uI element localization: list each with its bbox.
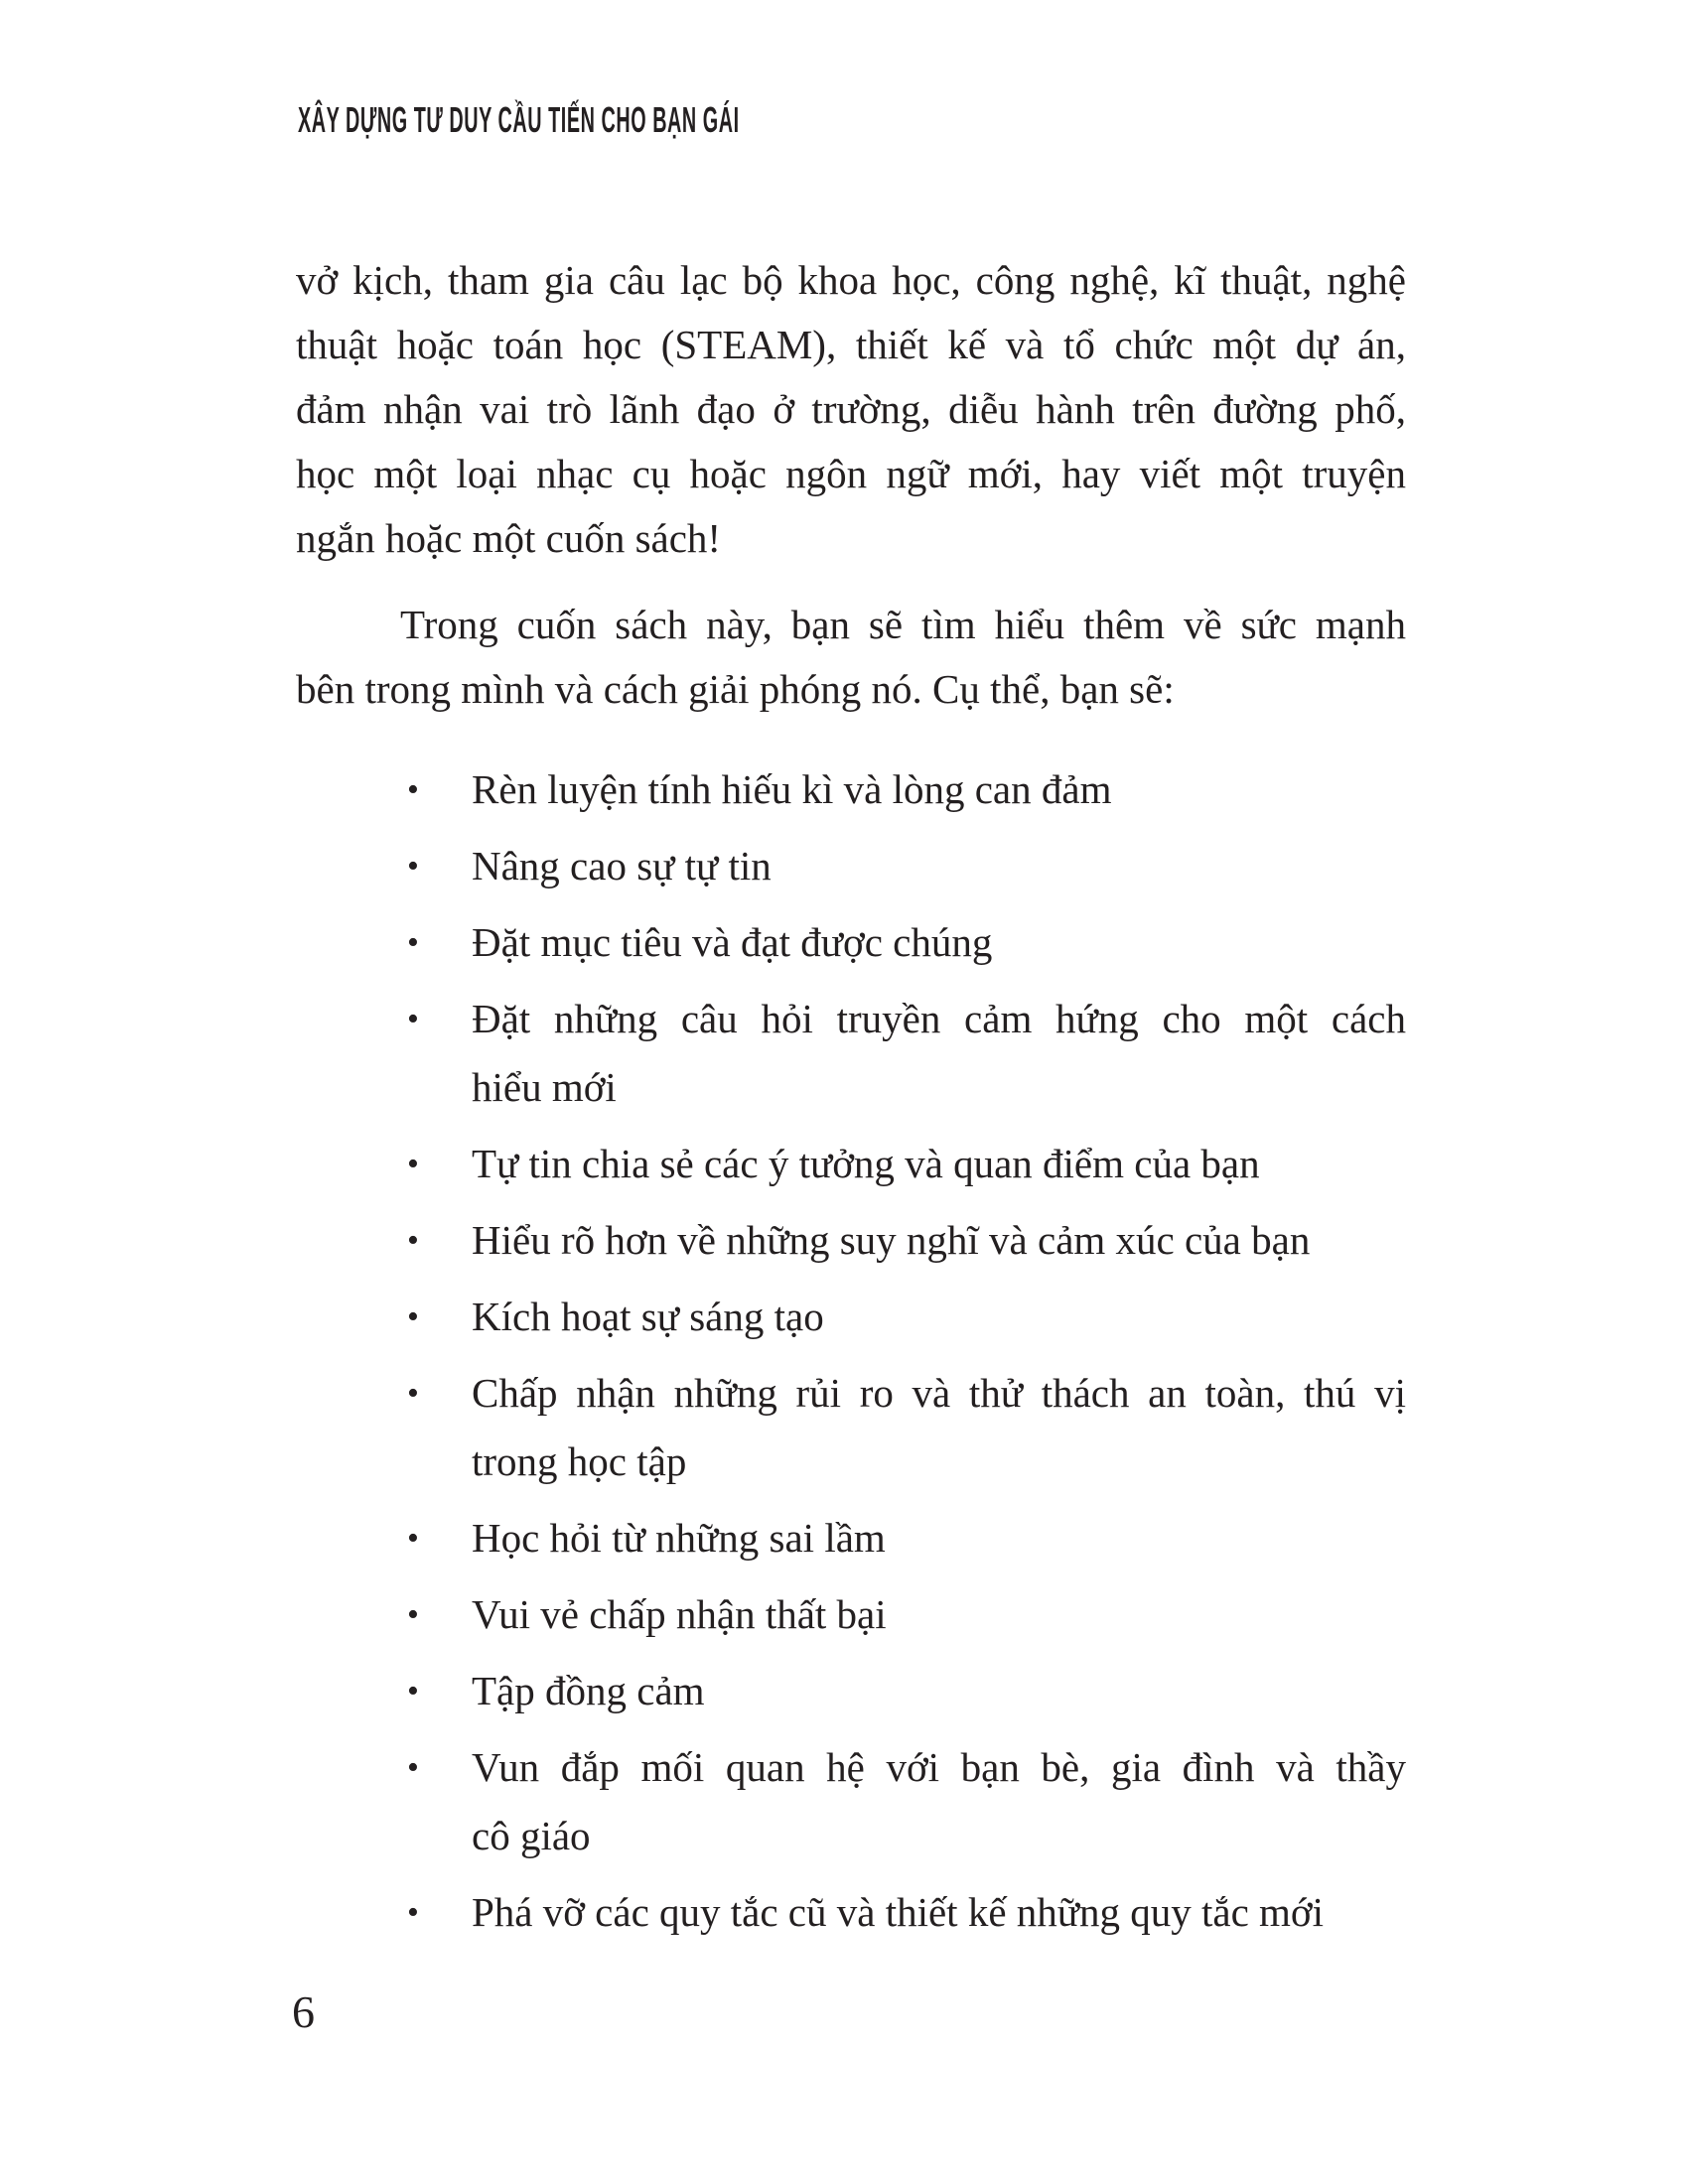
list-item-line: Chấp nhận những rủi ro và thử thách an toàn, thú vị (472, 1370, 1406, 1416)
list-item-line: cô giáo (472, 1813, 591, 1858)
bullet-icon: • (407, 1298, 419, 1335)
list-item (296, 1283, 1406, 1351)
text-line: vở kịch, tham gia câu lạc bộ khoa học, công nghệ, kĩ thuật, nghệ (296, 257, 1406, 303)
list-item-line: Hiểu rõ hơn về những suy nghĩ và cảm xúc của bạn (472, 1217, 1311, 1263)
bullet-icon: • (407, 1001, 419, 1037)
list-item-line: Kích hoạt sự sáng tạo (472, 1294, 824, 1339)
text-line: thuật hoặc toán học (STEAM), thiết kế và tổ chức một dự án, (296, 322, 1406, 367)
text-line: đảm nhận vai trò lãnh đạo ở trường, diễu hành trên đường phố, (296, 386, 1406, 432)
text-line: ngắn hoặc một cuốn sách! (296, 515, 722, 561)
list-item (296, 985, 1406, 1122)
bullet-icon: • (407, 1146, 419, 1182)
text-line: bên trong mình và cách giải phóng nó. Cụ thể, bạn sẽ: (296, 666, 1175, 712)
list-item-line: Học hỏi từ những sai lầm (472, 1515, 886, 1561)
list-item (296, 832, 1406, 900)
list-item (296, 1359, 1406, 1496)
bullet-list (296, 755, 1406, 1947)
list-item-line: hiểu mới (472, 1064, 617, 1110)
bullet-icon: • (407, 771, 419, 808)
list-item-line: Đặt mục tiêu và đạt được chúng (472, 919, 993, 965)
bullet-icon: • (407, 924, 419, 961)
list-item (296, 908, 1406, 977)
list-item (296, 1733, 1406, 1870)
list-item (296, 1657, 1406, 1725)
list-item (296, 1580, 1406, 1649)
list-item (296, 1206, 1406, 1275)
list-item (296, 755, 1406, 824)
list-item-line: Phá vỡ các quy tắc cũ và thiết kế những quy tắc mới (472, 1889, 1324, 1935)
list-item-line: Nâng cao sự tự tin (472, 843, 772, 888)
bullet-icon: • (407, 1520, 419, 1557)
text-line: Trong cuốn sách này, bạn sẽ tìm hiểu thêm về sức mạnh (400, 602, 1406, 647)
text-column (296, 248, 1406, 1955)
paragraph-1 (296, 248, 1406, 571)
list-item-line: Tập đồng cảm (472, 1668, 705, 1713)
page-number: 6 (292, 1986, 315, 2037)
list-item-line: Tự tin chia sẻ các ý tưởng và quan điểm của bạn (472, 1141, 1260, 1186)
list-item-line: Vui vẻ chấp nhận thất bại (472, 1591, 887, 1637)
list-item-line: trong học tập (472, 1438, 687, 1484)
list-item-line: Rèn luyện tính hiếu kì và lòng can đảm (472, 766, 1112, 812)
list-item-line: Đặt những câu hỏi truyền cảm hứng cho một cách (472, 996, 1406, 1041)
bullet-icon: • (407, 1375, 419, 1412)
text-line: học một loại nhạc cụ hoặc ngôn ngữ mới, hay viết một truyện (296, 451, 1406, 496)
list-item-line: Vun đắp mối quan hệ với bạn bè, gia đình và thầy (472, 1744, 1406, 1790)
bullet-icon: • (407, 1894, 419, 1931)
running-header: XÂY DỰNG TƯ DUY CẦU TIẾN CHO BẠN GÁI (298, 99, 740, 140)
bullet-icon: • (407, 1222, 419, 1259)
list-item (296, 1878, 1406, 1947)
bullet-icon: • (407, 1749, 419, 1786)
bullet-icon: • (407, 1673, 419, 1709)
paragraph-2 (296, 593, 1406, 722)
bullet-icon: • (407, 1596, 419, 1633)
bullet-icon: • (407, 848, 419, 885)
list-item (296, 1130, 1406, 1198)
list-item (296, 1504, 1406, 1572)
